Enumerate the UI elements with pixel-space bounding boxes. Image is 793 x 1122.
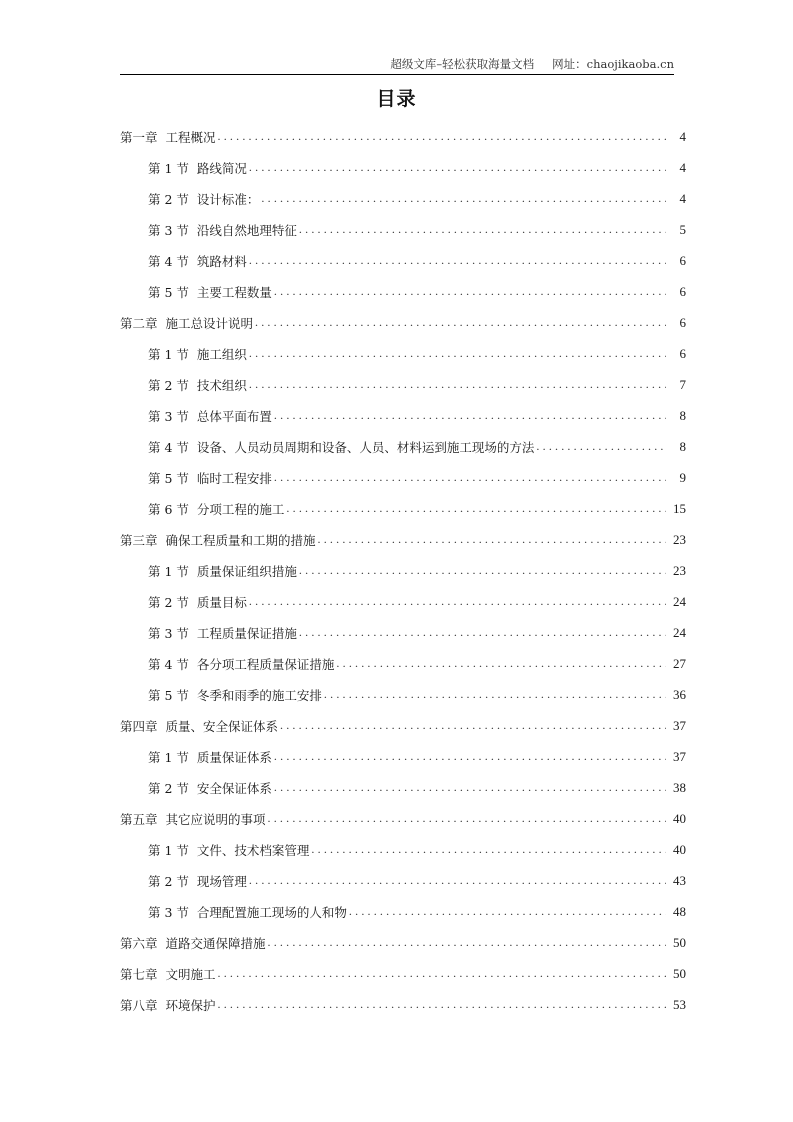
- toc-entry-label: [148, 686, 324, 704]
- dot-leader: [249, 160, 666, 175]
- toc-chapter-entry[interactable]: [120, 958, 686, 989]
- dot-leader: [299, 222, 666, 237]
- dot-leader: [249, 377, 666, 392]
- toc-entry-number: 第八章: [120, 997, 158, 1013]
- toc-entry-label: [148, 903, 349, 921]
- dot-leader: [274, 408, 666, 423]
- toc-entry-label: [148, 283, 274, 301]
- toc-entry-title: 总体平面布置: [196, 408, 272, 424]
- toc-page-number: 6: [679, 252, 686, 268]
- toc-section-entry[interactable]: [120, 648, 686, 679]
- toc-chapter-entry[interactable]: [120, 989, 686, 1020]
- toc-chapter-entry[interactable]: [120, 524, 686, 555]
- header-text: [390, 56, 674, 72]
- toc-section-entry[interactable]: [120, 183, 686, 214]
- dot-leader: [299, 625, 666, 640]
- toc-entry-label: [148, 500, 286, 518]
- toc-entry-label: [148, 593, 249, 611]
- toc-entry-title: 施工总设计说明: [165, 315, 254, 331]
- toc-section-entry[interactable]: [120, 865, 686, 896]
- toc-section-entry[interactable]: [120, 462, 686, 493]
- toc-page-number: 23: [673, 562, 686, 578]
- toc-entry-title: 路线简况: [196, 160, 247, 176]
- dot-leader: [249, 253, 666, 268]
- toc-section-entry[interactable]: [120, 896, 686, 927]
- toc-entry-label: [120, 717, 280, 735]
- toc-page-number: 24: [673, 593, 686, 609]
- toc-entry-number: 第 2 节: [148, 594, 189, 610]
- dot-leader: [249, 346, 666, 361]
- toc-entry-label: [120, 965, 218, 983]
- dot-leader: [324, 687, 666, 702]
- toc-page-number: 15: [673, 500, 686, 516]
- toc-section-entry[interactable]: [120, 214, 686, 245]
- toc-entry-label: [148, 407, 274, 425]
- toc-entry-label: [148, 779, 274, 797]
- toc-page-number: 4: [679, 159, 686, 175]
- dot-leader: [255, 315, 666, 330]
- toc-entry-number: 第 2 节: [148, 780, 189, 796]
- toc-chapter-entry[interactable]: [120, 927, 686, 958]
- toc-entry-title: 环境保护: [165, 997, 216, 1013]
- toc-entry-number: 第一章: [120, 129, 158, 145]
- toc-chapter-entry[interactable]: [120, 803, 686, 834]
- toc-entry-label: [148, 624, 299, 642]
- dot-leader: [274, 749, 666, 764]
- toc-section-entry[interactable]: [120, 772, 686, 803]
- toc-section-entry[interactable]: [120, 617, 686, 648]
- toc-entry-label: [120, 996, 218, 1014]
- toc-section-entry[interactable]: [120, 152, 686, 183]
- toc-entry-number: 第二章: [120, 315, 158, 331]
- toc-section-entry[interactable]: [120, 555, 686, 586]
- toc-section-entry[interactable]: [120, 245, 686, 276]
- toc-entry-title: 安全保证体系: [196, 780, 272, 796]
- toc-entry-number: 第 3 节: [148, 408, 189, 424]
- toc-entry-label: [120, 128, 218, 146]
- toc-entry-number: 第 2 节: [148, 873, 189, 889]
- dot-leader: [318, 532, 666, 547]
- toc-page-number: 8: [679, 407, 686, 423]
- toc-entry-title: 文明施工: [165, 966, 216, 982]
- dot-leader: [268, 935, 666, 950]
- toc-entry-number: 第 5 节: [148, 470, 189, 486]
- toc-page-number: 7: [679, 376, 686, 392]
- toc-entry-number: 第四章: [120, 718, 158, 734]
- toc-title: 目录: [376, 88, 417, 110]
- toc-entry-number: 第 1 节: [148, 842, 189, 858]
- toc-page-number: 6: [679, 345, 686, 361]
- toc-page-number: 43: [673, 872, 686, 888]
- toc-entry-label: [148, 221, 299, 239]
- toc-entry-number: 第 4 节: [148, 253, 189, 269]
- toc-chapter-entry[interactable]: [120, 710, 686, 741]
- toc-entry-number: 第 3 节: [148, 625, 189, 641]
- toc-chapter-entry[interactable]: [120, 121, 686, 152]
- toc-entry-number: 第三章: [120, 532, 158, 548]
- toc-entry-title: 施工组织: [196, 346, 247, 362]
- toc-entry-title: 确保工程质量和工期的措施: [165, 532, 316, 548]
- toc-section-entry[interactable]: [120, 431, 686, 462]
- dot-leader: [280, 718, 666, 733]
- toc-entry-title: 现场管理: [196, 873, 247, 889]
- toc-section-entry[interactable]: [120, 369, 686, 400]
- site-slogan: 超级文库–轻松获取海量文档: [390, 57, 535, 71]
- toc-entry-number: 第六章: [120, 935, 158, 951]
- toc-page-number: 37: [673, 717, 686, 733]
- toc-entry-label: [148, 345, 249, 363]
- toc-entry-number: 第 1 节: [148, 160, 189, 176]
- toc-entry-label: [148, 562, 299, 580]
- dot-leader: [218, 966, 666, 981]
- dot-leader: [299, 563, 666, 578]
- dot-leader: [311, 842, 666, 857]
- toc-page-number: 24: [673, 624, 686, 640]
- dot-leader: [261, 191, 666, 206]
- toc-section-entry[interactable]: [120, 834, 686, 865]
- toc-entry-number: 第五章: [120, 811, 158, 827]
- toc-entry-label: [120, 531, 318, 549]
- dot-leader: [286, 501, 666, 516]
- toc-entry-title: 工程概况: [165, 129, 216, 145]
- toc-entry-title: 合理配置施工现场的人和物: [196, 904, 347, 920]
- toc-page-number: 8: [679, 438, 686, 454]
- dot-leader: [218, 997, 666, 1012]
- toc-entry-title: 质量目标: [196, 594, 247, 610]
- toc-section-entry[interactable]: [120, 741, 686, 772]
- dot-leader: [218, 129, 666, 144]
- toc-entry-label: [148, 655, 336, 673]
- toc-page-number: 4: [679, 128, 686, 144]
- toc-page-number: 36: [673, 686, 686, 702]
- toc-entry-number: 第 1 节: [148, 563, 189, 579]
- toc-section-entry[interactable]: [120, 400, 686, 431]
- toc-entry-title: 临时工程安排: [196, 470, 272, 486]
- toc-entry-label: [148, 841, 311, 859]
- toc-page-number: 6: [679, 314, 686, 330]
- toc-page-number: 50: [673, 965, 686, 981]
- toc-entry-number: 第 5 节: [148, 284, 189, 300]
- dot-leader: [249, 873, 666, 888]
- toc-page-number: 5: [679, 221, 686, 237]
- dot-leader: [274, 780, 666, 795]
- toc-entry-number: 第 6 节: [148, 501, 189, 517]
- dot-leader: [274, 284, 666, 299]
- toc-entry-label: [148, 376, 249, 394]
- dot-leader: [274, 470, 666, 485]
- toc-section-entry[interactable]: [120, 276, 686, 307]
- toc-entry-title: 冬季和雨季的施工安排: [196, 687, 322, 703]
- toc-entry-title: 质量、安全保证体系: [165, 718, 279, 734]
- toc-entry-title: 设备、人员动员周期和设备、人员、材料运到施工现场的方法: [196, 439, 535, 455]
- toc-entry-label: [120, 810, 268, 828]
- toc-entry-number: 第 1 节: [148, 346, 189, 362]
- toc-entry-title: 文件、技术档案管理: [196, 842, 310, 858]
- toc-entry-number: 第 4 节: [148, 656, 189, 672]
- toc-entry-label: [148, 159, 249, 177]
- toc-entry-number: 第 4 节: [148, 439, 189, 455]
- toc-chapter-entry[interactable]: [120, 307, 686, 338]
- dot-leader: [268, 811, 666, 826]
- toc-entry-title: 道路交通保障措施: [165, 935, 266, 951]
- toc-entry-title: 筑路材料: [196, 253, 247, 269]
- toc-entry-label: [148, 190, 261, 208]
- toc-page-number: 37: [673, 748, 686, 764]
- dot-leader: [349, 904, 666, 919]
- toc-entry-title: 工程质量保证措施: [196, 625, 297, 641]
- toc-entry-label: [148, 438, 536, 456]
- toc-page-number: 27: [673, 655, 686, 671]
- dot-leader: [536, 439, 666, 454]
- toc-page-number: 4: [679, 190, 686, 206]
- toc-entry-title: 分项工程的施工: [196, 501, 285, 517]
- toc-entry-title: 设计标准：: [196, 191, 260, 207]
- toc-page-number: 9: [679, 469, 686, 485]
- toc-entry-number: 第 2 节: [148, 191, 189, 207]
- toc-entry-label: [120, 314, 255, 332]
- toc-page-number: 40: [673, 841, 686, 857]
- toc-section-entry[interactable]: [120, 679, 686, 710]
- toc-entry-title: 各分项工程质量保证措施: [196, 656, 335, 672]
- dot-leader: [249, 594, 666, 609]
- dot-leader: [336, 656, 666, 671]
- toc-entry-label: [148, 748, 274, 766]
- toc-section-entry[interactable]: [120, 493, 686, 524]
- toc-page-number: 6: [679, 283, 686, 299]
- toc-entry-label: [148, 252, 249, 270]
- toc-page-number: 48: [673, 903, 686, 919]
- table-of-contents: [120, 121, 686, 1020]
- toc-entry-number: 第 2 节: [148, 377, 189, 393]
- toc-entry-label: [148, 872, 249, 890]
- toc-entry-number: 第 3 节: [148, 222, 189, 238]
- site-url: 网址：chaojikaoba.cn: [552, 57, 674, 71]
- toc-entry-title: 主要工程数量: [196, 284, 272, 300]
- toc-page-number: 53: [673, 996, 686, 1012]
- toc-page-number: 38: [673, 779, 686, 795]
- toc-entry-title: 沿线自然地理特征: [196, 222, 297, 238]
- toc-entry-title: 技术组织: [196, 377, 247, 393]
- toc-entry-number: 第 5 节: [148, 687, 189, 703]
- toc-entry-title: 其它应说明的事项: [165, 811, 266, 827]
- toc-entry-number: 第七章: [120, 966, 158, 982]
- page-header: [120, 56, 674, 75]
- toc-entry-label: [120, 934, 268, 952]
- toc-section-entry[interactable]: [120, 586, 686, 617]
- toc-entry-label: [148, 469, 274, 487]
- toc-page-number: 40: [673, 810, 686, 826]
- toc-entry-number: 第 3 节: [148, 904, 189, 920]
- toc-page-number: 23: [673, 531, 686, 547]
- toc-entry-number: 第 1 节: [148, 749, 189, 765]
- toc-section-entry[interactable]: [120, 338, 686, 369]
- toc-page-number: 50: [673, 934, 686, 950]
- toc-entry-title: 质量保证组织措施: [196, 563, 297, 579]
- toc-entry-title: 质量保证体系: [196, 749, 272, 765]
